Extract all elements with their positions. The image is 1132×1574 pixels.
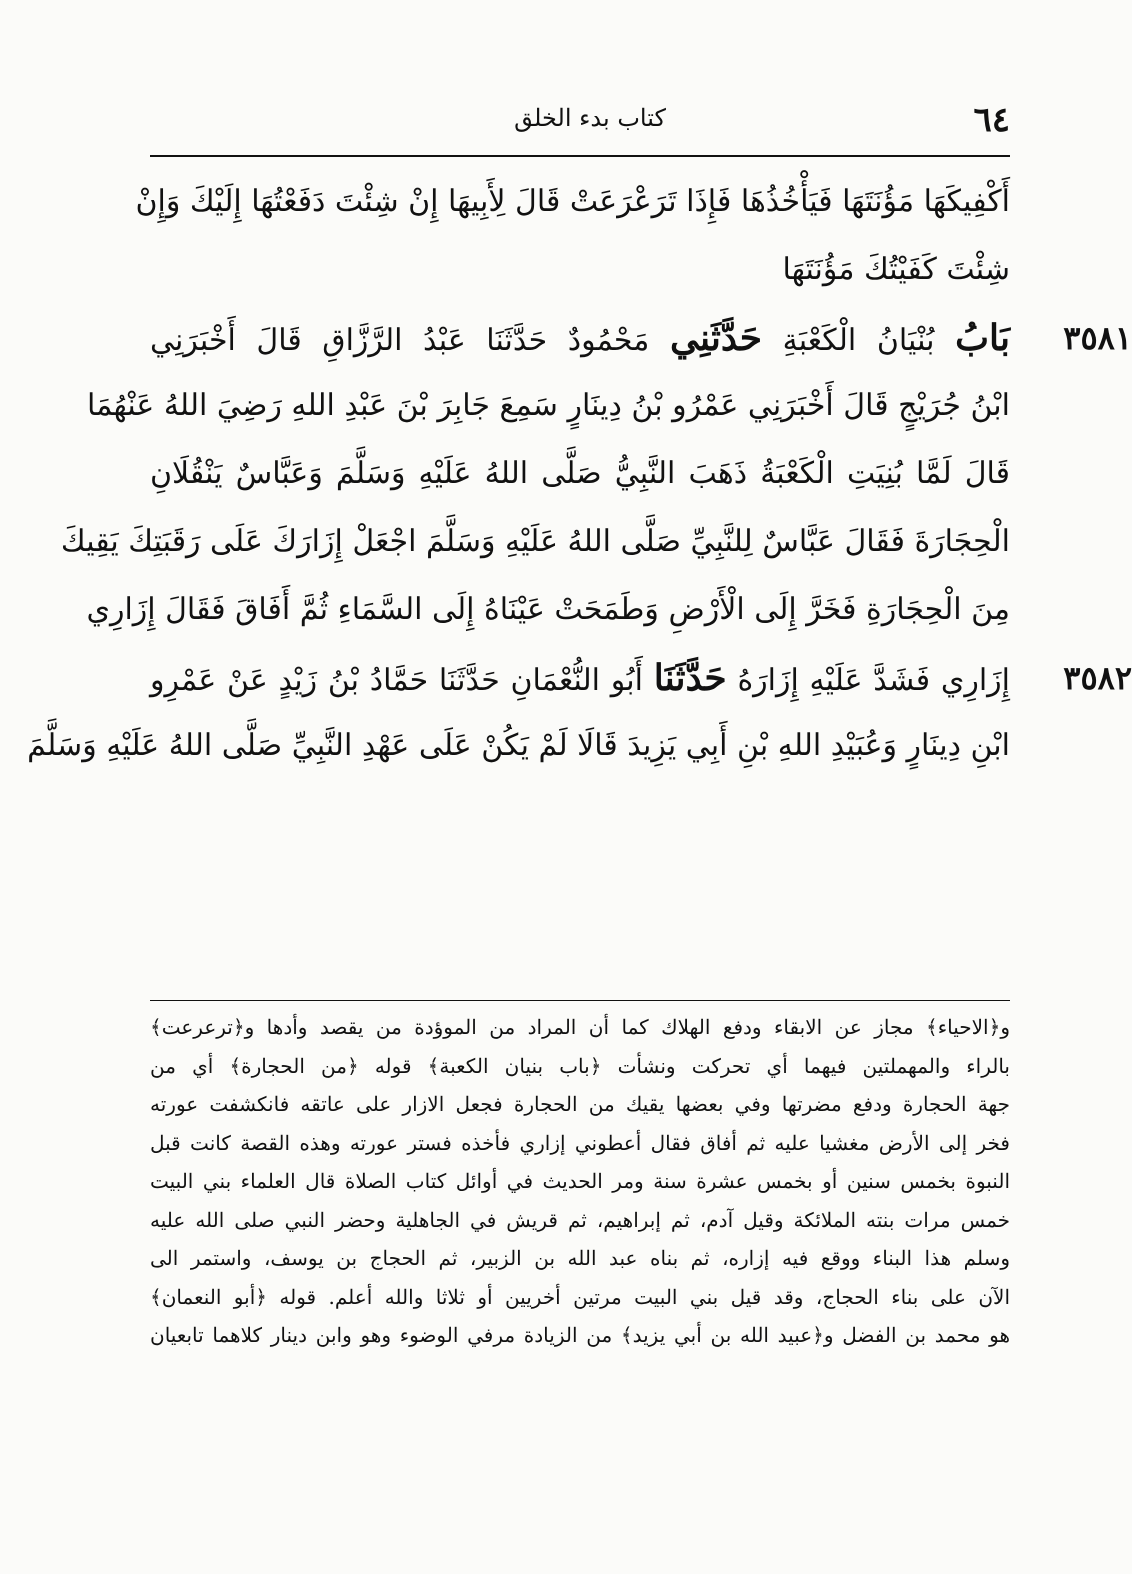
- footnote-line: وسلم هذا البناء ووقع فيه إزاره، ثم بناه عبد الله بن الزبير، ثم الحجاج بن يوسف، واستمر الى: [150, 1246, 1010, 1270]
- header-rule: [150, 155, 1010, 157]
- line-text: قَالَ لَمَّا بُنِيَتِ الْكَعْبَةُ ذَهَبَ النَّبِيُّ صَلَّى اللهُ عَلَيْهِ وَسَلَّمَ وَعَبَّاسٌ يَنْقُلَانِ: [150, 456, 1010, 491]
- narration-marker: حَدَّثَنَا: [653, 657, 727, 699]
- text-line: [150, 304, 1132, 372]
- chapter-heading: بَابُ: [955, 317, 1010, 359]
- line-text: الْحِجَارَةَ فَقَالَ عَبَّاسٌ لِلنَّبِيِّ صَلَّى اللهُ عَلَيْهِ وَسَلَّمَ اجْعَلْ إِزَارَكَ عَلَى رَقَبَتِكَ يَقِيكَ: [60, 524, 1010, 559]
- main-text: [27, 168, 1132, 780]
- text-line: [150, 644, 1132, 712]
- footnote-line: فخر إلى الأرض مغشيا عليه ثم أفاق فقال أعطوني إزاري فأخذه فستر عورته وهذه القصة كانت قبل: [150, 1130, 1010, 1155]
- hadith-number: ٣٥٨٢: [1063, 659, 1132, 697]
- footnote-line: خمس مرات بنته الملائكة وقيل آدم، ثم إبراهيم، ثم قريش في الجاهلية وحضر النبي صلى الله عليه: [150, 1207, 1010, 1232]
- line-text: ابْنِ دِينَارٍ وَعُبَيْدِ اللهِ بْنِ أَبِي يَزِيدَ قَالَا لَمْ يَكُنْ عَلَى عَهْدِ النَّبِيِّ صَلَّى اللهُ عَلَيْهِ وَسَلَّمَ: [27, 728, 1010, 763]
- line-text: أَكْفِيكَهَا مَؤُنَتَهَا فَيَأْخُذُهَا فَإِذَا تَرَعْرَعَتْ قَالَ لِأَبِيهَا إِنْ شِئْتَ دَفَعْتُهَا إِلَيْكَ وَإِنْ: [135, 184, 1010, 219]
- line-text: أَبُو النُّعْمَانِ حَدَّثَنَا حَمَّادُ بْنُ زَيْدٍ عَنْ عَمْرِو: [150, 663, 643, 698]
- line-text: بُنْيَانُ الْكَعْبَةِ: [782, 323, 935, 358]
- hadith-number: ٣٥٨١: [1063, 319, 1132, 357]
- page-number: ٦٤: [973, 100, 1010, 140]
- running-title: كتاب بدء الخلق: [514, 104, 666, 132]
- line-text: مِنَ الْحِجَارَةِ فَخَرَّ إِلَى الْأَرْضِ وَطَمَحَتْ عَيْنَاهُ إِلَى السَّمَاءِ ثُمَّ أَفَاقَ فَقَالَ إِزَارِي: [86, 592, 1010, 627]
- footnote-rule: [150, 1000, 1010, 1001]
- line-text: ابْنُ جُرَيْجٍ قَالَ أَخْبَرَنِي عَمْرُو بْنُ دِينَارٍ سَمِعَ جَابِرَ بْنَ عَبْدِ اللهِ رَضِيَ اللهُ عَنْهُمَا: [87, 388, 1010, 423]
- footnote-line: و﴿الاحياء﴾ مجاز عن الابقاء ودفع الهلاك كما أن المراد من الموؤدة من يقصد وأدها و﴿ترعرعت﴾: [150, 1015, 1010, 1039]
- line-text: مَحْمُودٌ حَدَّثَنَا عَبْدُ الرَّزَّاقِ قَالَ أَخْبَرَنِي: [150, 323, 650, 358]
- footnote-line: هو محمد بن الفضل و﴿عبيد الله بن أبي يزيد﴾ من الزيادة مرفي الوضوء وهو وابن دينار كلاهما تابعيان: [150, 1323, 1010, 1347]
- text-line: [86, 576, 1010, 644]
- text-line: [60, 508, 1010, 576]
- text-line: [87, 372, 1010, 440]
- narration-marker: حَدَّثَنِي: [669, 317, 763, 359]
- text-line: [27, 712, 1010, 780]
- footnote-line: النبوة بخمس سنين أو بخمس عشرة سنة ومر الحديث في أوائل كتاب الصلاة قال العلماء بني البيت: [150, 1169, 1010, 1193]
- line-text: إِزَارِي فَشَدَّ عَلَيْهِ إِزَارَهُ: [737, 663, 1010, 698]
- text-line: [135, 168, 1010, 236]
- text-line: [150, 236, 1010, 304]
- line-text: شِئْتَ كَفَيْتُكَ مَؤُنَتَهَا: [782, 252, 1010, 287]
- footnote-line: جهة الحجارة ودفع مضرتها وفي بعضها يقيك من الحجارة فجعل الازار على عاتقه فانكشفت عورته: [150, 1092, 1010, 1116]
- footnote-line: الآن على بناء الحجاج، وقد قيل بني البيت مرتين أخريين أو ثلاثا والله أعلم. قوله ﴿أبو النعمان﴾: [150, 1284, 1010, 1309]
- footnote-line: بالراء والمهملتين فيهما أي تحركت ونشأت ﴿باب بنيان الكعبة﴾ قوله ﴿من الحجارة﴾ أي من: [150, 1053, 1010, 1078]
- text-line: [150, 440, 1010, 508]
- footnotes: [150, 1008, 1010, 1355]
- page-header: [150, 100, 1010, 152]
